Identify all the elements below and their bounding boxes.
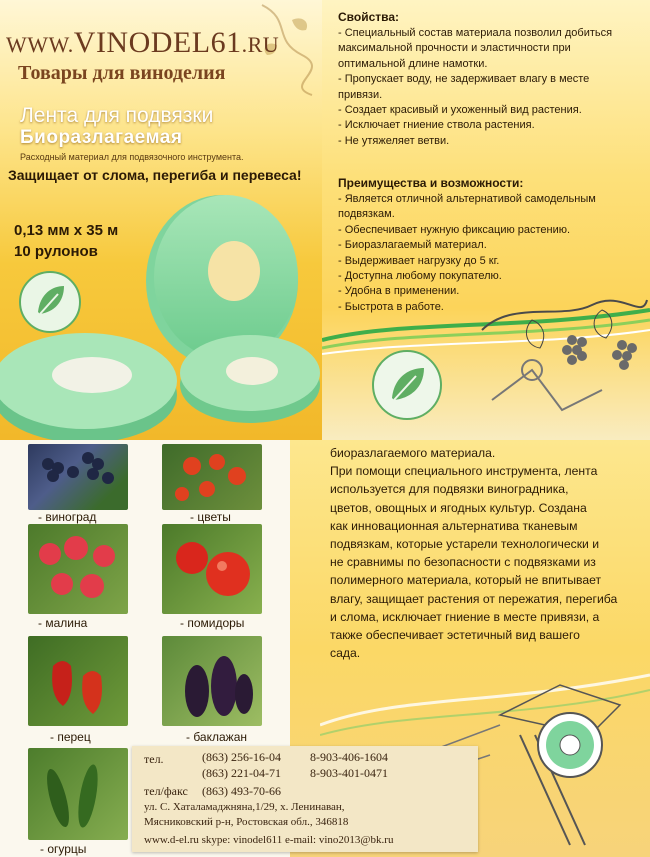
list-item: - Выдерживает нагрузку до 5 кг. (338, 254, 500, 267)
tel-label: тел. (144, 752, 164, 766)
list-item: привязи. (338, 88, 383, 101)
list-item: - Биоразлагаемый материал. (338, 239, 487, 252)
pepper-photo (28, 636, 128, 726)
list-item: - Является отличной альтернативой самодельным (338, 193, 596, 205)
grape-vine-drawing (472, 290, 650, 440)
description-text: биоразлагаемого материала. При помощи специального инструмента, лента используется для подвязки виноградника, цветов, овощных и ягодных культур. Создана как инновационная альтернатива тканевым подвязкам, которые устарели технологически и не сравнимы по безопасности с подвязками из полимерного материала, который не впитывает влагу, защищает растения от пережатия, перегиба и слома, исключает гниение в месте привязи, а также обеспечивает эстетичный вид вашего сада. (330, 446, 618, 661)
crop-label-tomato: - помидоры (180, 616, 245, 630)
properties-panel (322, 0, 650, 440)
advantages-title: Преимущества и возможности: (338, 176, 524, 190)
cucumber-photo (28, 748, 128, 840)
list-item: - Специальный состав материала позволил добиться (338, 27, 613, 39)
list-item: подвязкам. (338, 208, 395, 221)
list-item: оптимальной длине намотки. (338, 57, 488, 70)
list-item: - Быстрота в работе. (338, 300, 444, 313)
mobile-number[interactable]: 8-903-406-1604 (310, 750, 388, 764)
product-rolls: 10 рулонов (14, 243, 98, 260)
crop-label-flowers: - цветы (190, 510, 231, 524)
address-line: ул. С. Хаталамаджняна,1/29, х. Ленинаван, (144, 801, 345, 813)
biodegradable-badge-icon (10, 262, 90, 342)
crop-label-raspberry: - малина (38, 616, 88, 630)
list-item: - Пропускает воду, не задерживает влагу в месте (338, 73, 590, 86)
contact-card (132, 746, 478, 852)
list-item: - Удобна в применении. (338, 285, 460, 298)
mobile-number[interactable]: 8-903-401-0471 (310, 766, 388, 780)
list-item: - Доступна любому покупателю. (338, 270, 502, 283)
list-item: максимальной прочности и эластичности при (338, 42, 571, 55)
product-panel (0, 0, 322, 440)
product-size: 0,13 мм х 35 м (14, 222, 119, 239)
biodegradable-badge-icon (362, 340, 452, 430)
product-subtitle: Биоразлагаемая (20, 127, 183, 148)
flowers-photo (162, 444, 262, 510)
product-slogan: Защищает от слома, перегиба и перевеса! (8, 167, 302, 183)
product-title: Лента для подвязки (20, 104, 214, 127)
properties-list (338, 26, 644, 149)
address-line: Мясниковский р-н, Ростовская обл., 346818 (144, 816, 349, 828)
list-item: - Не утяжеляет ветви. (338, 134, 450, 147)
crop-label-eggplant: - баклажан (186, 730, 247, 744)
eggplant-photo (162, 636, 262, 726)
phone-number[interactable]: (863) 256-16-04 (202, 750, 281, 764)
product-description: Расходный материал для подвязочного инструмента. (20, 152, 244, 162)
tomato-photo (162, 524, 262, 614)
web-contacts[interactable]: www.d-el.ru skype: vinodel611 e-mail: vino2013@bk.ru (144, 834, 394, 846)
phone-number[interactable]: (863) 221-04-71 (202, 766, 281, 780)
list-item: - Обеспечивает нужную фиксацию растению. (338, 223, 571, 236)
properties-title: Свойства: (338, 10, 400, 24)
crop-label-pepper: - перец (50, 730, 91, 744)
site-subtitle: Товары для виноделия (18, 62, 226, 84)
list-item: - Создает красивый и ухоженный вид растения. (338, 104, 582, 117)
crop-label-cucumber: - огурцы (40, 842, 87, 856)
grape-photo (28, 444, 128, 510)
fax-label: тел/факс (144, 784, 188, 798)
site-url: WWW.VINODEL61.RU (6, 26, 280, 59)
fax-number[interactable]: (863) 493-70-66 (202, 784, 281, 798)
raspberry-photo (28, 524, 128, 614)
list-item: - Исключает гниение ствола растения. (338, 119, 535, 132)
crop-label-grape: - виноград (38, 510, 97, 524)
